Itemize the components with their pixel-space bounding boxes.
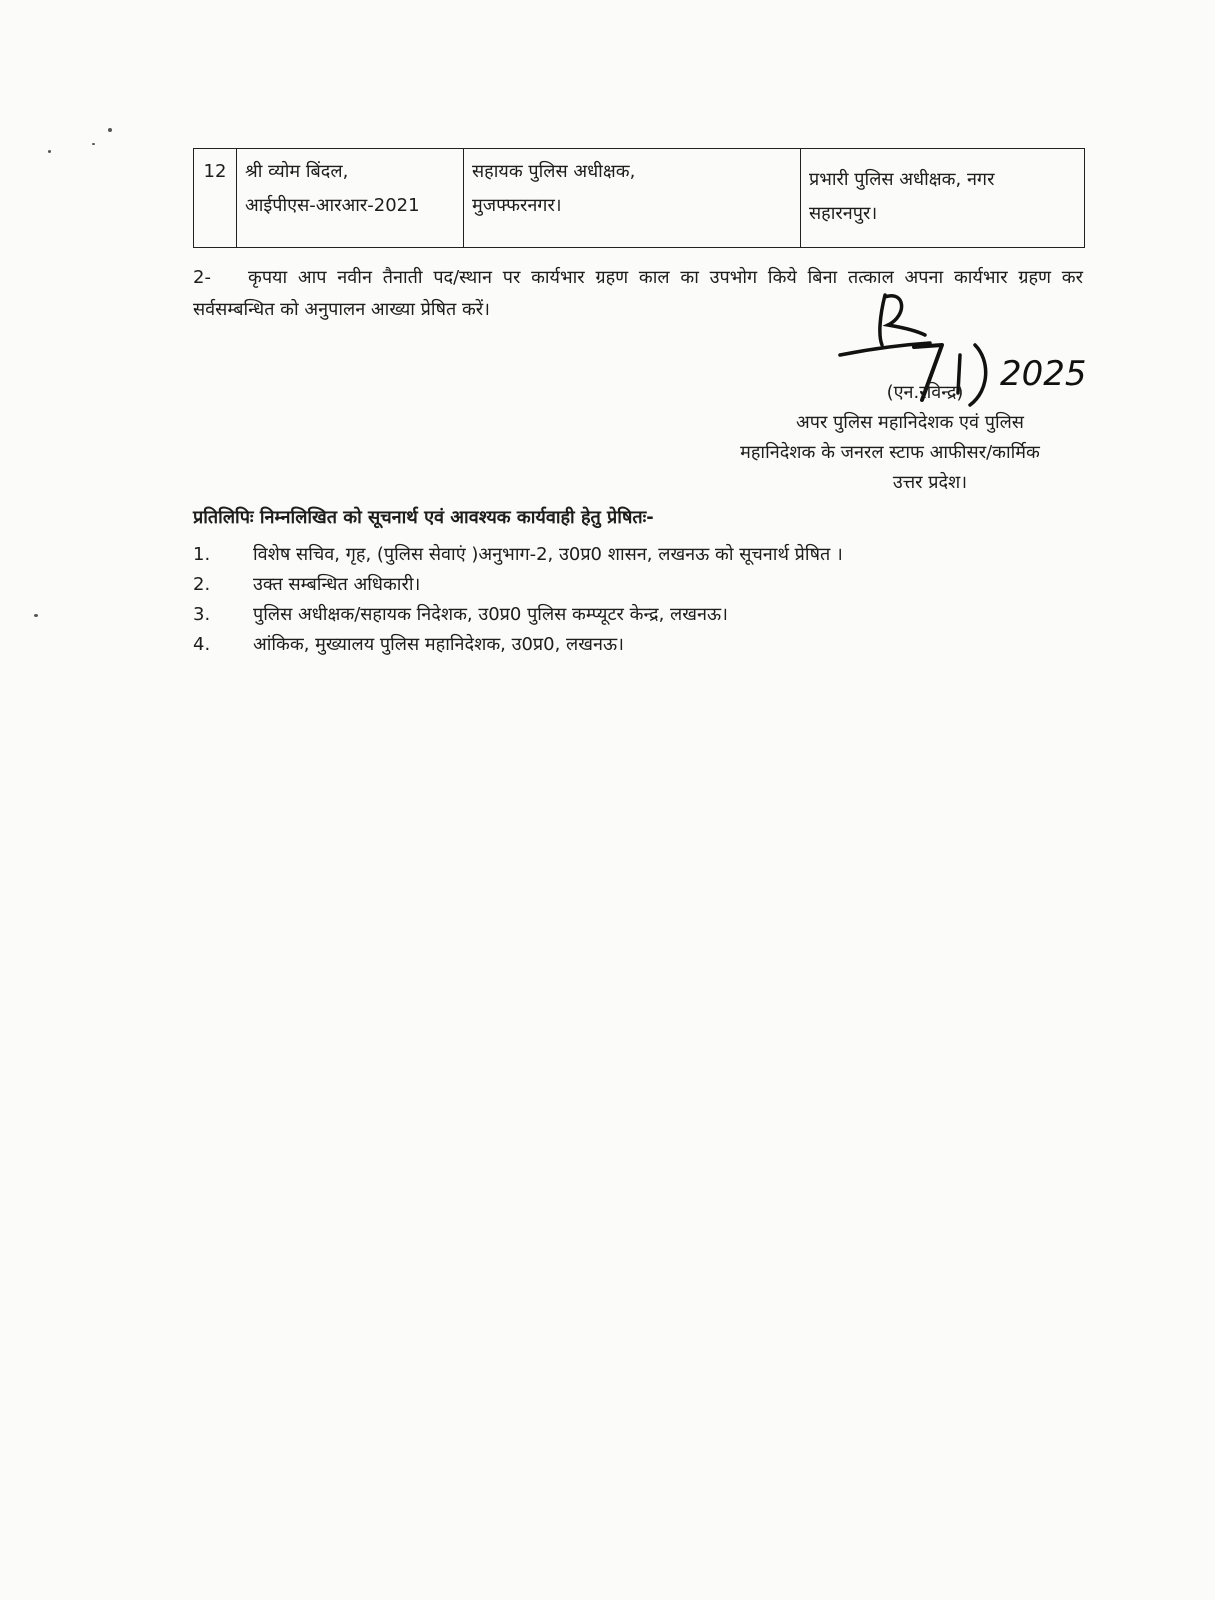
list-item-number: 2. (193, 574, 211, 595)
list-item (193, 540, 1073, 570)
paragraph-text: कृपया आप नवीन तैनाती पद/स्थान पर कार्यभार ग्रहण काल का उपभोग किये बिना तत्काल अपना कार्यभार ग्रहण कर सर्वसम्बन्धित को अनुपालन आख्या प्रेषित करें। (193, 267, 1083, 320)
officer-name: श्री व्योम बिंदल, (245, 161, 349, 182)
current-posting-cell (464, 149, 801, 248)
list-item-text: विशेष सचिव, गृह, (पुलिस सेवाएं )अनुभाग-2, उ0प्र0 शासन, लखनऊ को सूचनार्थ प्रेषित । (253, 544, 843, 565)
new-post: प्रभारी पुलिस अधीक्षक, नगर (809, 169, 995, 190)
current-place: मुजफ्फरनगर। (472, 195, 562, 216)
list-item-number: 4. (193, 634, 211, 655)
posting-table (193, 148, 1085, 248)
list-item (193, 570, 1073, 600)
list-item-text: पुलिस अधीक्षक/सहायक निदेशक, उ0प्र0 पुलिस कम्प्यूटर केन्द्र, लखनऊ। (253, 604, 728, 625)
scan-speck (92, 143, 95, 145)
signature-block (700, 378, 1080, 498)
signatory-designation-line-2: महानिदेशक के जनरल स्टाफ आफीसर/कार्मिक (740, 442, 1040, 463)
list-item (193, 600, 1073, 630)
new-posting-cell (801, 149, 1085, 248)
copy-to-list (193, 540, 1073, 660)
list-item (193, 630, 1073, 660)
table-row (194, 149, 1085, 248)
list-item-number: 3. (193, 604, 211, 625)
signatory-name: (एन.रविन्द्र) (886, 382, 964, 403)
scan-speck (34, 614, 38, 617)
signatory-designation-line-1: अपर पुलिस महानिदेशक एवं पुलिस (796, 412, 1024, 433)
paragraph-number: 2- (193, 267, 211, 288)
scan-speck (108, 128, 112, 132)
svg-text:2025: 2025 (1000, 354, 1087, 394)
scan-speck (48, 150, 51, 153)
list-item-text: उक्त सम्बन्धित अधिकारी। (253, 574, 421, 595)
list-item-text: आंकिक, मुख्यालय पुलिस महानिदेशक, उ0प्र0, लखनऊ। (253, 634, 624, 655)
current-post: सहायक पुलिस अधीक्षक, (472, 161, 636, 182)
copy-to-heading: प्रतिलिपिः निम्नलिखित को सूचनार्थ एवं आवश्यक कार्यवाही हेतु प्रेषितः- (193, 507, 654, 528)
serial-cell: 12 (194, 149, 237, 248)
new-place: सहारनपुर। (809, 203, 878, 224)
officer-cell (237, 149, 464, 248)
signatory-designation-line-3: उत्तर प्रदेश। (892, 472, 968, 493)
list-item-number: 1. (193, 544, 211, 565)
officer-service: आईपीएस-आरआर-2021 (245, 195, 420, 216)
